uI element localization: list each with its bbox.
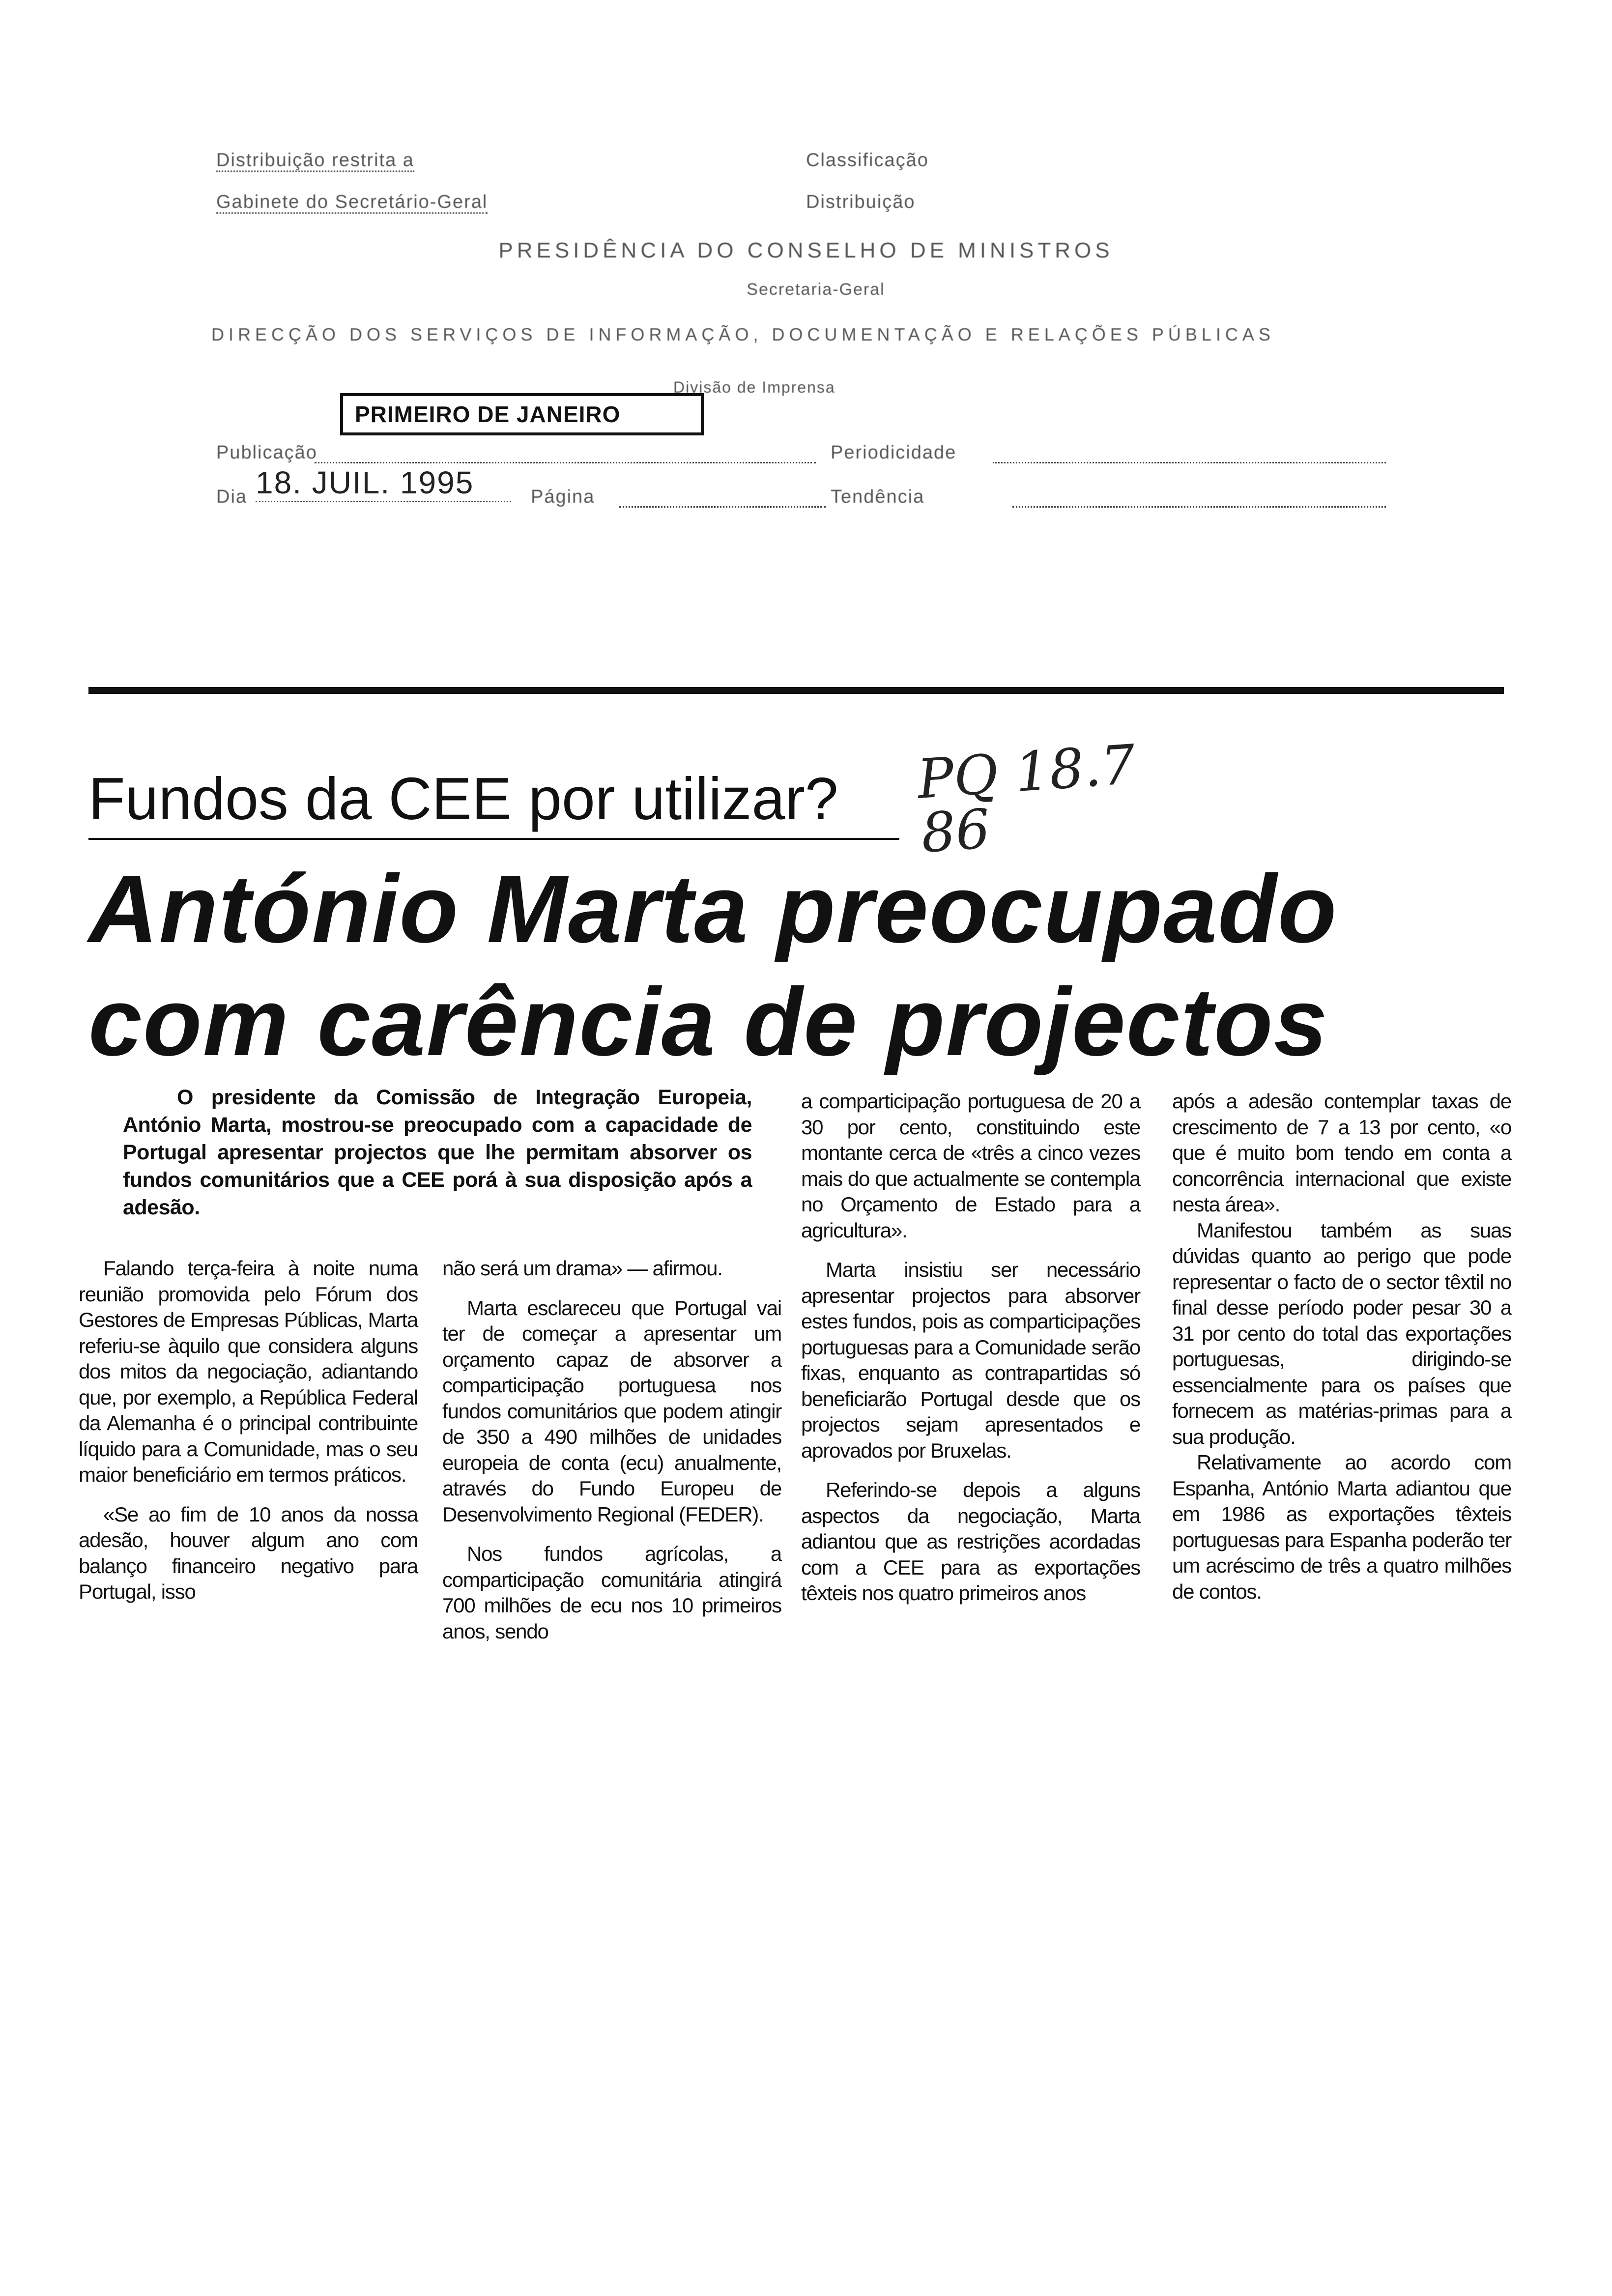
article-lead: O presidente da Comissão de Integração Europeia, António Marta, mostrou-se preocupado com a capacidade de Portugal apresentar projectos que lhe permitam absorver os fundos comunitários que a CEE porá à sua disposição após a adesão. (123, 1086, 752, 1219)
handwritten-note: PQ 18.7 86 (915, 733, 1138, 865)
paragraph: a comparticipação portuguesa de 20 a 30 por cento, constituindo este montante cerca de «três a cinco vezes mais do que actualmente se contempla no Orçamento de Estado para a agricultura». (801, 1090, 1140, 1242)
paragraph: não será um drama» — afirmou. (442, 1257, 722, 1280)
periodicity-label: Periodicidade (831, 442, 957, 463)
page-line (619, 506, 826, 508)
headline-line-2: com carência de projectos (88, 968, 1328, 1076)
paragraph: Falando terça-feira à noite numa reunião promovida pelo Fórum dos Gestores de Empresas Públicas, Marta referiu-se àquilo que considera alguns dos mitos da negociação, adiantando que, por exemplo, a República Federal da Alemanha é o principal contribuinte líquido para a Comunidade, mas o seu maior beneficiário em termos práticos. (79, 1257, 418, 1486)
page-label: Página (531, 487, 595, 507)
body-column-4 (1172, 1089, 1511, 1605)
division-heading: Divisão de Imprensa (673, 378, 835, 396)
publication-stamp: PRIMEIRO DE JANEIRO (340, 393, 704, 435)
distribution2-label: Distribuição (806, 192, 916, 212)
kicker-underline (88, 838, 899, 840)
distribution-label (216, 150, 414, 171)
paragraph: Nos fundos agrícolas, a comparticipação comunitária atingirá 700 milhões de ecu nos 10 primeiros anos, sendo (442, 1542, 781, 1643)
publication-label: Publicação (216, 442, 317, 463)
distribution-label-text: Distribuição restrita a (216, 150, 414, 172)
paragraph: Relativamente ao acordo com Espanha, António Marta adiantou que em 1986 as exportações têxteis portuguesas para Espanha poderão ter um acréscimo de três a quatro milhões de contos. (1172, 1451, 1511, 1603)
office-label-text: Gabinete do Secretário-Geral (216, 192, 488, 214)
article-kicker: Fundos da CEE por utilizar? (88, 765, 838, 832)
paragraph: «Se ao fim de 10 anos da nossa adesão, houver algum ano com balanço financeiro negativo para Portugal, isso (79, 1502, 418, 1603)
date-stamp: 18. JUIL. 1995 (256, 464, 511, 502)
paragraph: após a adesão contemplar taxas de crescimento de 7 a 13 por cento, «o que é muito bom tendo em conta a concorrência internacional que existe nesta área». (1172, 1090, 1511, 1216)
top-rule (88, 687, 1504, 694)
directorate-heading: DIRECÇÃO DOS SERVIÇOS DE INFORMAÇÃO, DOCUMENTAÇÃO E RELAÇÕES PÚBLICAS (211, 324, 1275, 344)
periodicity-line (993, 462, 1386, 463)
body-column-1 (79, 1256, 418, 1605)
tendency-label: Tendência (831, 487, 925, 507)
classification-label: Classificação (806, 150, 929, 171)
day-label: Dia (216, 487, 248, 507)
presidency-heading: PRESIDÊNCIA DO CONSELHO DE MINISTROS (498, 238, 1114, 262)
tendency-line (1012, 506, 1386, 508)
paragraph: Marta esclareceu que Portugal vai ter de começar a apresentar um orçamento capaz de absorver a comparticipação portuguesa nos fundos comunitários que podem atingir de 350 a 490 milhões de unidades europeia de conta (ecu) anualmente, através do Fundo Europeu de Desenvolvimento Regional (FEDER). (442, 1296, 781, 1526)
body-column-3 (801, 1089, 1140, 1607)
body-column-2 (442, 1256, 781, 1644)
office-label (216, 192, 488, 213)
paragraph: Marta insistiu ser necessário apresentar projectos para absorver estes fundos, pois as comparticipações portuguesas para a Comunidade serão fixas, enquanto as contrapartidas só beneficiarão Portugal desde que os projectos sejam apresentados e aprovados por Bruxelas. (801, 1258, 1140, 1462)
paragraph: Referindo-se depois a alguns aspectos da negociação, Marta adiantou que as restrições acordadas com a CEE para as exportações têxteis nos quatro primeiros anos (801, 1478, 1140, 1605)
publication-line (315, 462, 816, 463)
secretariat-heading: Secretaria-Geral (747, 280, 885, 299)
headline-line-1: António Marta preocupado (88, 855, 1338, 963)
paragraph: Manifestou também as suas dúvidas quanto ao perigo que pode representar o facto de o sector têxtil no final desse período poder pesar 30 a 31 por cento do total das exportações portuguesas, dirigindo-se essencialmente para os países que fornecem as matérias-primas para a sua produção. (1172, 1218, 1511, 1448)
